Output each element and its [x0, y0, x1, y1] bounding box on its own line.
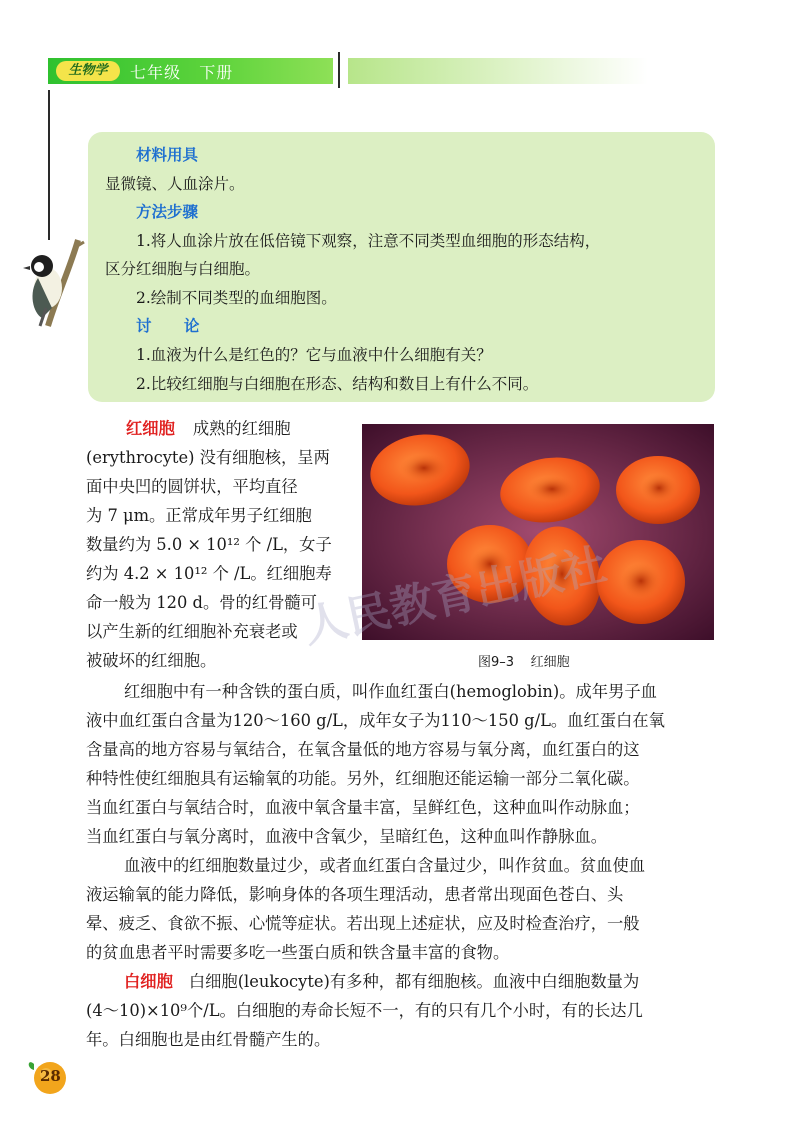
- rbc-line-7: 命一般为 120 d。骨的红骨髓可: [86, 593, 317, 612]
- wbc-line-3: 年。白细胞也是由红骨髓产生的。: [86, 1030, 331, 1049]
- wbc-heading: 白细胞: [124, 972, 173, 991]
- bird-icon: [18, 238, 86, 328]
- steps-heading: 方法步骤: [136, 203, 199, 221]
- rbc-line-5: 数量约为 5.0 × 10¹² 个 /L，女子: [86, 535, 332, 554]
- subject-badge: 生物学: [56, 61, 120, 81]
- header-separator: [338, 52, 340, 88]
- watermark: 人民教育出版社: [298, 539, 611, 654]
- cell-3: [616, 456, 700, 524]
- anemia-line-2: 液运输氧的能力降低，影响身体的各项生理活动，患者常出现面色苍白、头: [86, 885, 624, 904]
- discussion-heading: 讨 论: [136, 317, 200, 335]
- figure-caption: 图9–3 红细胞: [478, 655, 570, 670]
- question-1: 1.血液为什么是红色的？它与血液中什么细胞有关？: [136, 346, 492, 364]
- hemoglobin-line-2: 液中血红蛋白含量为120～160 g/L，成年女子为110～150 g/L。血红蛋白在氧: [86, 711, 665, 730]
- rbc-line-4: 为 7 μm。正常成年男子红细胞: [86, 506, 312, 525]
- page-number: 28: [40, 1067, 61, 1085]
- cell-6: [597, 540, 685, 624]
- step-1-line-1: 1.将人血涂片放在低倍镜下观察，注意不同类型血细胞的形态结构，: [136, 232, 601, 250]
- question-2: 2.比较红细胞与白细胞在形态、结构和数目上有什么不同。: [136, 375, 539, 393]
- anemia-line-3: 晕、疲乏、食欲不振、心慌等症状。若出现上述症状，应及时检查治疗，一般: [86, 914, 640, 933]
- rbc-line-3: 面中央凹的圆饼状，平均直径: [86, 477, 298, 496]
- anemia-line-1: 血液中的红细胞数量过少，或者血红蛋白含量过少，叫作贫血。贫血使血: [124, 856, 646, 875]
- materials-heading: 材料用具: [136, 146, 199, 164]
- step-2: 2.绘制不同类型的血细胞图。: [136, 289, 337, 307]
- rbc-heading: 红细胞: [126, 419, 175, 438]
- hemoglobin-line-1: 红细胞中有一种含铁的蛋白质，叫作血红蛋白(hemoglobin)。成年男子血: [124, 682, 657, 701]
- rbc-line-2: (erythrocyte) 没有细胞核，呈两: [86, 448, 330, 467]
- rbc-line-6: 约为 4.2 × 10¹² 个 /L。红细胞寿: [86, 564, 332, 583]
- header-fade-bar: [348, 58, 648, 84]
- wbc-line-1: 白细胞 白细胞(leukocyte)有多种，都有细胞核。血液中白细胞数量为: [124, 972, 640, 991]
- hemoglobin-line-6: 当血红蛋白与氧分离时，血液中含氧少，呈暗红色，这种血叫作静脉血。: [86, 827, 608, 846]
- materials-text: 显微镜、人血涂片。: [105, 175, 245, 193]
- margin-line: [48, 90, 50, 240]
- rbc-line-1: 红细胞 成熟的红细胞: [126, 419, 291, 438]
- step-1-line-2: 区分红细胞与白细胞。: [105, 260, 261, 278]
- anemia-line-4: 的贫血患者平时需要多吃一些蛋白质和铁含量丰富的食物。: [86, 943, 510, 962]
- grade-label: 七年级 下册: [130, 63, 234, 82]
- rbc-line-9: 被破坏的红细胞。: [86, 651, 217, 670]
- hemoglobin-line-5: 当血红蛋白与氧结合时，血液中氧含量丰富，呈鲜红色，这种血叫作动脉血；: [86, 798, 640, 817]
- rbc-line-8: 以产生新的红细胞补充衰老或: [86, 622, 298, 641]
- hemoglobin-line-4: 种特性使红细胞具有运输氧的功能。另外，红细胞还能运输一部分二氧化碳。: [86, 769, 640, 788]
- hemoglobin-line-3: 含量高的地方容易与氧结合，在氧含量低的地方容易与氧分离，血红蛋白的这: [86, 740, 640, 759]
- wbc-line-2: (4～10)×10⁹个/L。白细胞的寿命长短不一，有的只有几个小时，有的长达几: [86, 1001, 643, 1020]
